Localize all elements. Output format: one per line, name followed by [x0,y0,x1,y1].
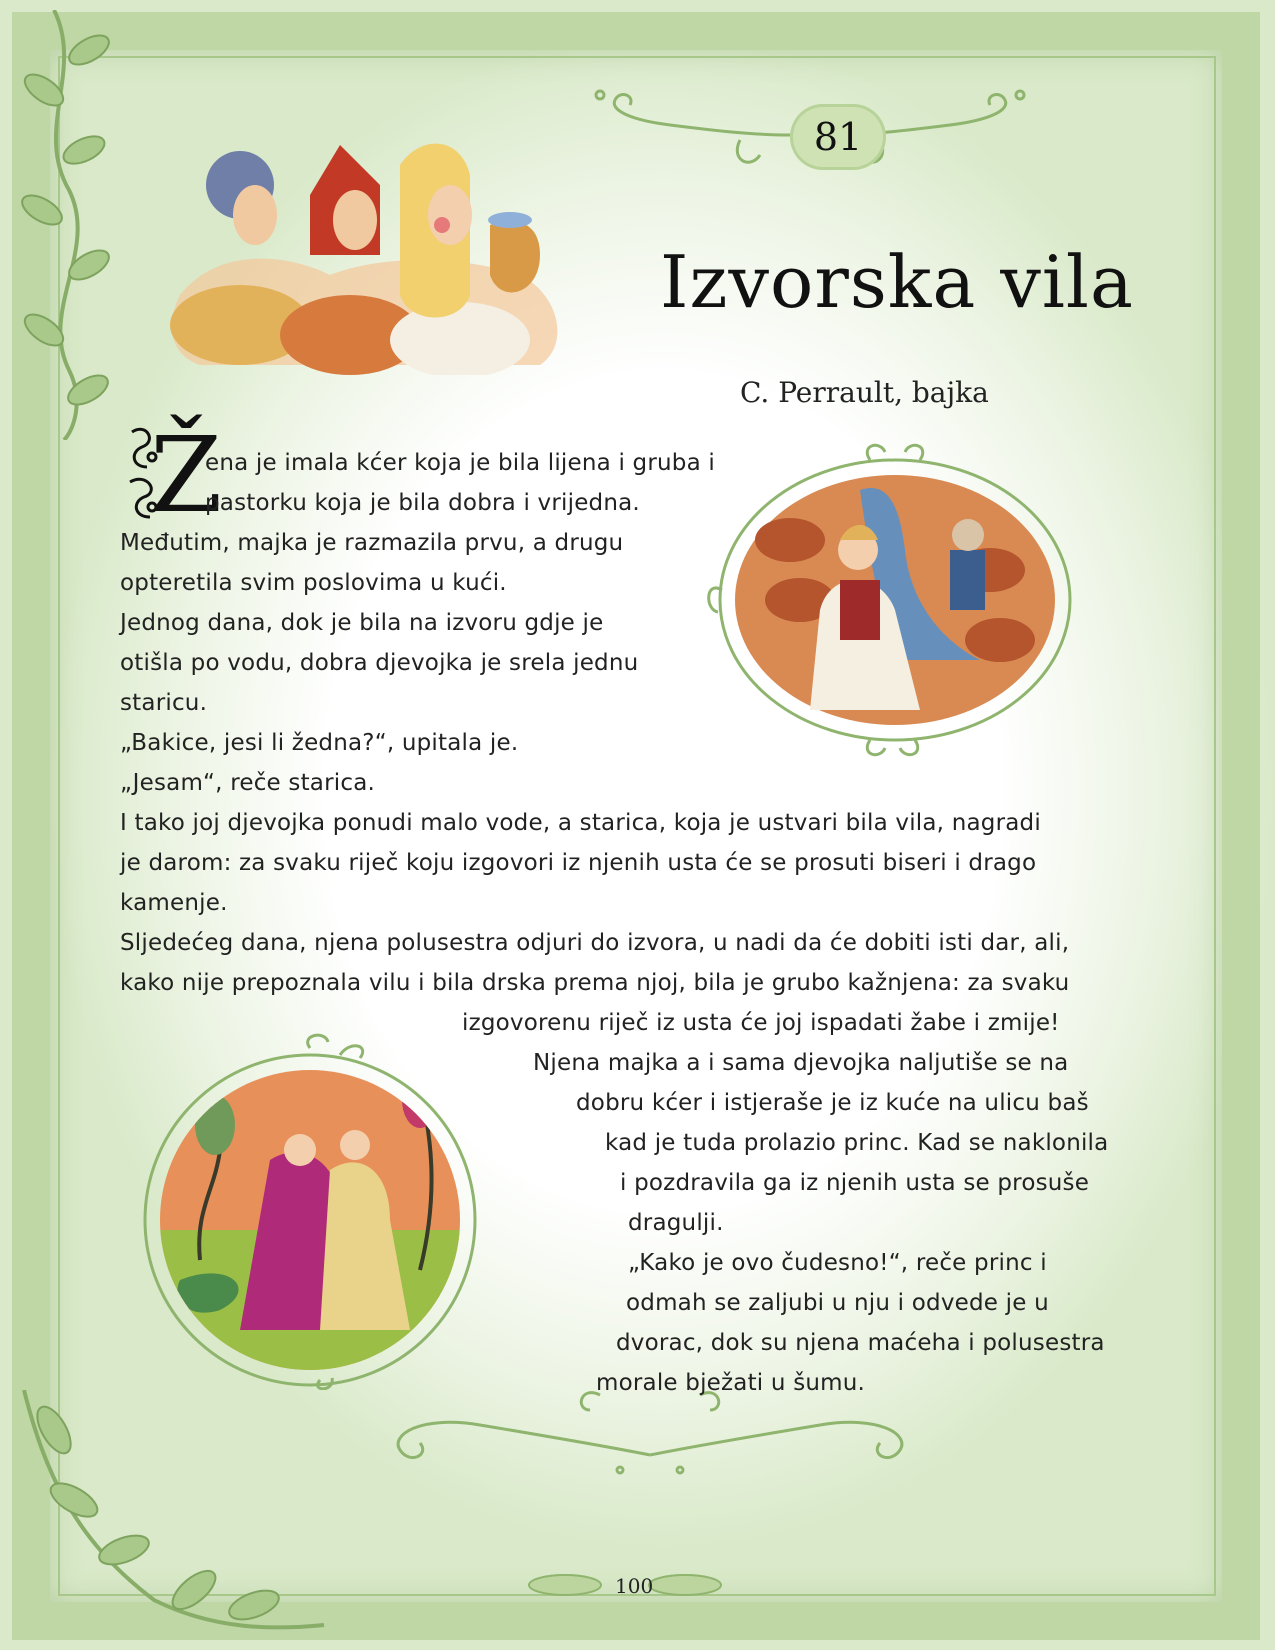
story-line: morale bježati u šumu. [596,1370,866,1396]
story-line: staricu. [120,690,208,716]
story-line: kako nije prepoznala vilu i bila drska prema njoj, bila je grubo kažnjena: za svaku [120,970,1070,996]
story-line: „Jesam“, reče starica. [120,770,375,796]
story-line: ena je imala kćer koja je bila lijena i gruba i [205,450,715,476]
story-line: Međutim, majka je razmazila prvu, a drugu [120,530,624,556]
three-women-illustration [160,125,580,375]
story-title: Izvorska vila [660,240,1134,324]
story-line: „Bakice, jesi li žedna?“, upitala je. [120,730,519,756]
prince-and-girl-illustration [120,1030,500,1390]
page-number: 81 [790,104,886,170]
story-line: kamenje. [120,890,228,916]
drop-cap-letter: Ž [150,414,223,536]
author-line: C. Perrault, bajka [740,376,989,409]
bottom-left-vine-ornament [14,1390,334,1640]
footer-page-number: 100 [615,1574,654,1598]
story-line: opteretila svim poslovima u kući. [120,570,507,596]
story-line: Sljedećeg dana, njena polusestra odjuri do izvora, u nadi da će dobiti isti dar, ali, [120,930,1070,956]
story-line: I tako joj djevojka ponudi malo vode, a starica, koja je ustvari bila vila, nagradi [120,810,1041,836]
story-line: izgovorenu riječ iz usta će joj ispadati žabe i zmije! [462,1010,1060,1036]
story-line: kad je tuda prolazio princ. Kad se naklonila [605,1130,1109,1156]
drop-cap [122,412,223,536]
story-line: i pozdravila ga iz njenih usta se prosuše [620,1170,1090,1196]
story-line: Njena majka a i sama djevojka naljutiše se na [533,1050,1069,1076]
story-line: je darom: za svaku riječ koju izgovori iz njenih usta će se prosuti biseri i drago [120,850,1037,876]
story-line: Jednog dana, dok je bila na izvoru gdje je [120,610,604,636]
story-line: „Kako je ovo čudesno!“, reče princ i [628,1250,1047,1276]
story-line: pastorku koja je bila dobra i vrijedna. [205,490,640,516]
well-scene-illustration [700,440,1090,760]
left-vine-ornament [14,10,124,440]
story-line: dragulji. [628,1210,724,1236]
story-line: dvorac, dok su njena maćeha i polusestra [616,1330,1105,1356]
story-line: dobru kćer i istjeraše je iz kuće na ulicu baš [576,1090,1089,1116]
story-line: otišla po vodu, dobra djevojka je srela jednu [120,650,639,676]
story-line: odmah se zaljubi u nju i odvede je u [626,1290,1049,1316]
